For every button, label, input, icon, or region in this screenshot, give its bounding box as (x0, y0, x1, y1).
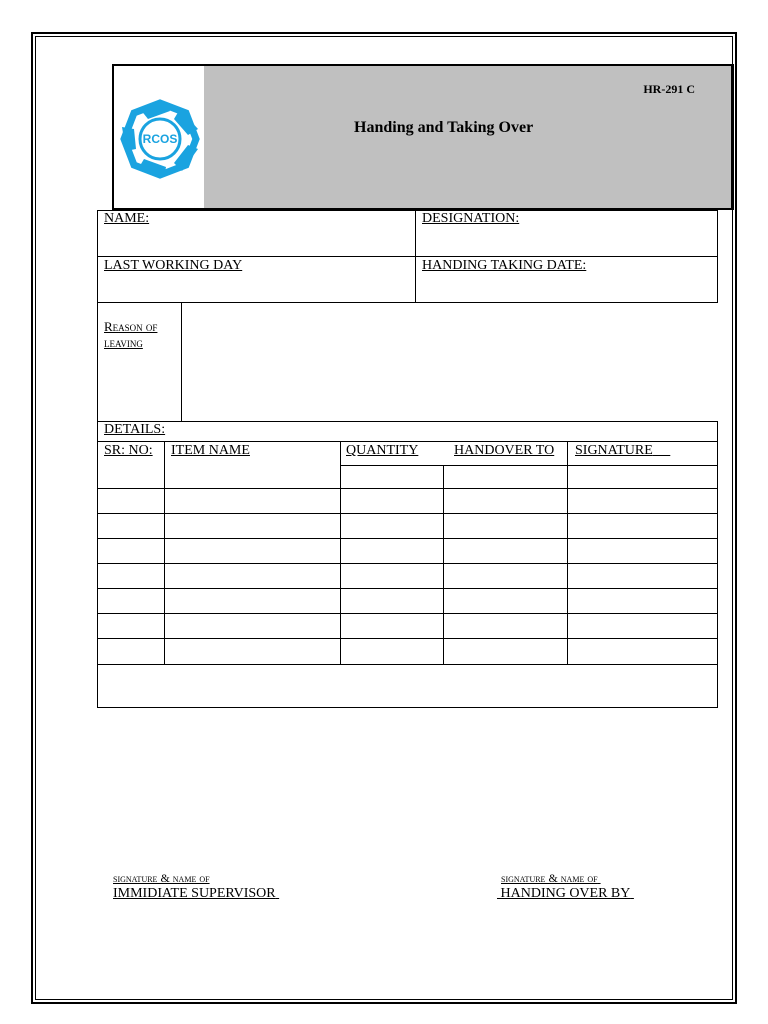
divider (181, 303, 182, 421)
table-row[interactable] (97, 638, 718, 639)
divider (97, 303, 98, 421)
form-title: Handing and Taking Over (354, 119, 534, 136)
handover-signature-role[interactable] (497, 886, 634, 902)
logo-container (114, 66, 204, 208)
divider (97, 441, 718, 442)
column-header-signature (575, 443, 670, 459)
table-row[interactable] (97, 664, 718, 665)
table-row[interactable] (97, 588, 718, 589)
handover-role-text: HANDING OVER BY (500, 886, 631, 901)
form-header (112, 64, 734, 210)
column-divider (567, 441, 568, 664)
name-field[interactable]: NAME: (104, 211, 150, 226)
handover-signature-caption (501, 871, 601, 886)
supervisor-signature-caption: signature & name of (113, 871, 210, 885)
table-row[interactable] (97, 563, 718, 564)
designation-field[interactable]: DESIGNATION: (422, 211, 520, 226)
column-header-quantity: QUANTITY (346, 443, 419, 458)
last-working-day-field[interactable]: LAST WORKING DAY (104, 258, 243, 273)
signature-header-text: SIGNATURE (575, 443, 653, 458)
handover-caption-text: signature & name of (501, 871, 598, 885)
column-divider (164, 441, 165, 664)
handing-taking-date-field[interactable]: HANDING TAKING DATE: (422, 258, 587, 273)
column-header-sr-no: SR: NO: (104, 443, 153, 458)
supervisor-signature-role[interactable] (113, 886, 279, 902)
reason-of-leaving-label[interactable] (104, 319, 157, 351)
column-divider (340, 441, 341, 664)
supervisor-role-text: IMMIDIATE SUPERVISOR (113, 886, 276, 901)
reason-label-line2: leaving (104, 335, 143, 350)
column-header-handover-to: HANDOVER TO (454, 443, 555, 458)
divider (415, 210, 416, 303)
table-row[interactable] (97, 538, 718, 539)
rcos-logo (120, 99, 200, 179)
divider (97, 256, 718, 257)
table-row[interactable] (97, 513, 718, 514)
column-header-item-name: ITEM NAME (171, 443, 250, 458)
logo-text: RCOS (142, 132, 178, 146)
reason-label-line1: Reason of (104, 319, 158, 334)
column-divider (443, 465, 444, 664)
table-row[interactable] (97, 488, 718, 489)
table-row[interactable] (97, 613, 718, 614)
details-title: DETAILS: (104, 422, 166, 437)
row-divider (340, 465, 718, 466)
form-code: HR-291 C (643, 82, 695, 96)
